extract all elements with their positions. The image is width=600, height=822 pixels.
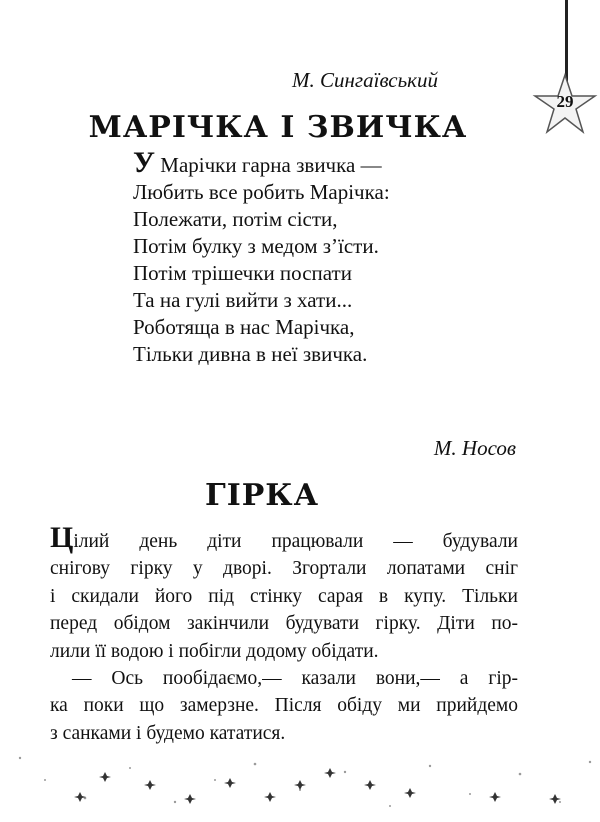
story-paragraph-1 [50,521,518,665]
prose-line: перед обідом закінчили будувати гірку. Діти по- [50,613,518,635]
poem-line: Потім трішечки поспати [133,261,352,285]
story-paragraph-2 [50,665,518,747]
poem-line: Любить все робить Марічка: [133,180,390,204]
prose-line: і скидали його під стінку сарая в купу. Тільки [50,585,518,607]
poem-title: МАРІЧКА І ЗВИЧКА [88,110,468,145]
story-author: М. Носов [433,436,516,460]
story-initial: Ц [50,521,74,554]
poem-text [133,146,390,368]
poem-line: Полежати, потім сісти, [133,207,338,231]
snowflake-decoration [0,750,600,822]
poem-line: Та на гулі вийти з хати... [133,288,353,312]
poem-author: М. Сингаївський [292,68,438,92]
poem-line-text: Марічки гарна звичка — [155,153,382,177]
poem-initial: У [133,146,156,179]
poem-line: Роботяща в нас Марічка, [133,315,355,339]
poem-line: Потім булку з медом з’їсти. [133,234,379,258]
prose-line [50,521,518,555]
story-text [50,521,518,747]
prose-line: з санками і будемо кататися. [50,722,286,744]
prose-line-text: ілий день діти працювали — будували [73,531,518,552]
prose-line: лили її водою і побігли додому обідати. [50,640,379,662]
poem-line [133,146,390,179]
prose-line: — Ось пообідаємо,— казали вони,— а гір- [72,668,518,690]
page-number: 29 [556,92,574,111]
prose-line: ка поки що замерзне. Після обіду ми прийдемо [50,695,518,717]
prose-line: снігову гірку у дворі. Згортали лопатами сніг [50,558,518,580]
poem-line: Тільки дивна в неї звичка. [133,342,368,366]
story-title: ГІРКА [204,478,320,513]
